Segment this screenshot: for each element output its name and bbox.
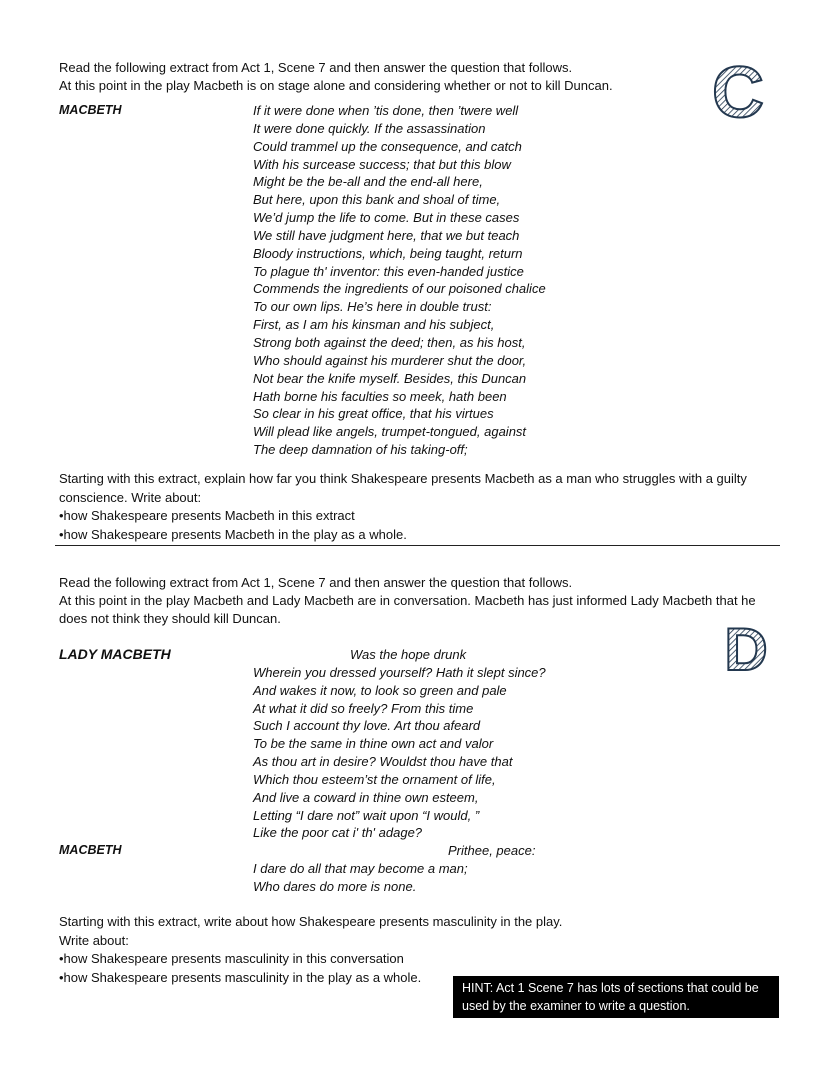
intro-line: At this point in the play Macbeth is on stage alone and considering whether or not to kill Duncan. bbox=[59, 78, 613, 93]
verse-line: Strong both against the deed; then, as his host, bbox=[253, 334, 526, 350]
question-bullet: •how Shakespeare presents masculinity in the play as a whole. bbox=[59, 969, 422, 985]
verse-line: With his surcease success; that but this blow bbox=[253, 156, 511, 172]
hint-box: HINT: Act 1 Scene 7 has lots of sections that could be used by the examiner to write a question. bbox=[453, 976, 779, 1018]
verse-line: Such I account thy love. Art thou afeard bbox=[253, 718, 481, 734]
section-d-intro bbox=[59, 574, 759, 628]
verse-line: Bloody instructions, which, being taught, return bbox=[253, 245, 523, 261]
verse-line: And live a coward in thine own esteem, bbox=[253, 789, 479, 805]
speaker-macbeth: MACBETH bbox=[59, 103, 122, 117]
verse-line: Which thou esteem’st the ornament of life, bbox=[253, 771, 496, 787]
verse-line: The deep damnation of his taking-off; bbox=[253, 442, 468, 458]
section-d-badge bbox=[718, 622, 774, 674]
question-text: Starting with this extract, explain how far you think Shakespeare presents Macbeth as a man who struggles with a guilty conscience. Write about: bbox=[59, 471, 747, 505]
verse-line: Was the hope drunk bbox=[350, 647, 467, 662]
verse-line: We’d jump the life to come. But in these cases bbox=[253, 210, 520, 226]
verse-line: Could trammel up the consequence, and catch bbox=[253, 138, 522, 154]
section-divider bbox=[55, 545, 780, 546]
verse-line: To our own lips. He’s here in double trust: bbox=[253, 299, 492, 315]
verse-line: To be the same in thine own act and valor bbox=[253, 736, 494, 752]
verse-line: Hath borne his faculties so meek, hath been bbox=[253, 388, 507, 404]
verse-line: First, as I am his kinsman and his subject, bbox=[253, 317, 495, 333]
verse-line: Prithee, peace: bbox=[448, 843, 536, 859]
verse-line: Who dares do more is none. bbox=[253, 878, 417, 894]
section-d-badge-letter: D bbox=[724, 622, 768, 674]
verse-line: Who should against his murderer shut the door, bbox=[253, 352, 527, 368]
speaker-macbeth-2: MACBETH bbox=[59, 843, 122, 857]
verse-line: Letting “I dare not” wait upon “I would, ” bbox=[253, 807, 480, 823]
question-text: Starting with this extract, write about how Shakespeare presents masculinity in the play. bbox=[59, 914, 563, 929]
question-bullet: •how Shakespeare presents masculinity in this conversation bbox=[59, 951, 404, 966]
section-c-question bbox=[59, 470, 759, 544]
verse-line: At what it did so freely? From this time bbox=[253, 700, 474, 716]
section-c-intro bbox=[59, 59, 613, 95]
intro-line: Read the following extract from Act 1, Scene 7 and then answer the question that follows. bbox=[59, 60, 573, 75]
verse-line: I dare do all that may become a man; bbox=[253, 861, 468, 877]
extract-d-lines bbox=[253, 646, 546, 896]
verse-line: And wakes it now, to look so green and pale bbox=[253, 682, 507, 698]
verse-line: So clear in his great office, that his virtues bbox=[253, 406, 494, 422]
verse-line: Commends the ingredients of our poisoned chalice bbox=[253, 281, 546, 297]
verse-line: Wherein you dressed yourself? Hath it slept since? bbox=[253, 664, 546, 680]
verse-line: To plague th' inventor: this even-handed justice bbox=[253, 263, 524, 279]
verse-line: If it were done when ’tis done, then ’twere well bbox=[253, 103, 519, 118]
verse-line: We still have judgment here, that we but teach bbox=[253, 227, 520, 243]
verse-line: Like the poor cat i' th' adage? bbox=[253, 825, 423, 841]
verse-line: Will plead like angels, trumpet-tongued, against bbox=[253, 424, 527, 440]
verse-line: It were done quickly. If the assassination bbox=[253, 120, 486, 136]
verse-line: Might be the be-all and the end-all here, bbox=[253, 174, 483, 190]
section-c-badge bbox=[712, 62, 764, 124]
speaker-lady-macbeth: LADY MACBETH bbox=[59, 646, 171, 662]
section-c-badge-letter: C bbox=[712, 62, 764, 124]
extract-c-lines bbox=[253, 102, 546, 459]
question-bullet: •how Shakespeare presents Macbeth in this extract bbox=[59, 508, 355, 523]
verse-line: But here, upon this bank and shoal of time, bbox=[253, 192, 501, 208]
intro-line: At this point in the play Macbeth and Lady Macbeth are in conversation. Macbeth has just informed Lady Macbeth that he does not think they should kill Duncan. bbox=[59, 593, 756, 626]
question-bullet: •how Shakespeare presents Macbeth in the play as a whole. bbox=[59, 526, 407, 542]
question-text: Write about: bbox=[59, 932, 129, 948]
intro-line: Read the following extract from Act 1, Scene 7 and then answer the question that follows. bbox=[59, 575, 573, 590]
verse-line: As thou art in desire? Wouldst thou have that bbox=[253, 754, 513, 770]
verse-line: Not bear the knife myself. Besides, this Duncan bbox=[253, 370, 527, 386]
